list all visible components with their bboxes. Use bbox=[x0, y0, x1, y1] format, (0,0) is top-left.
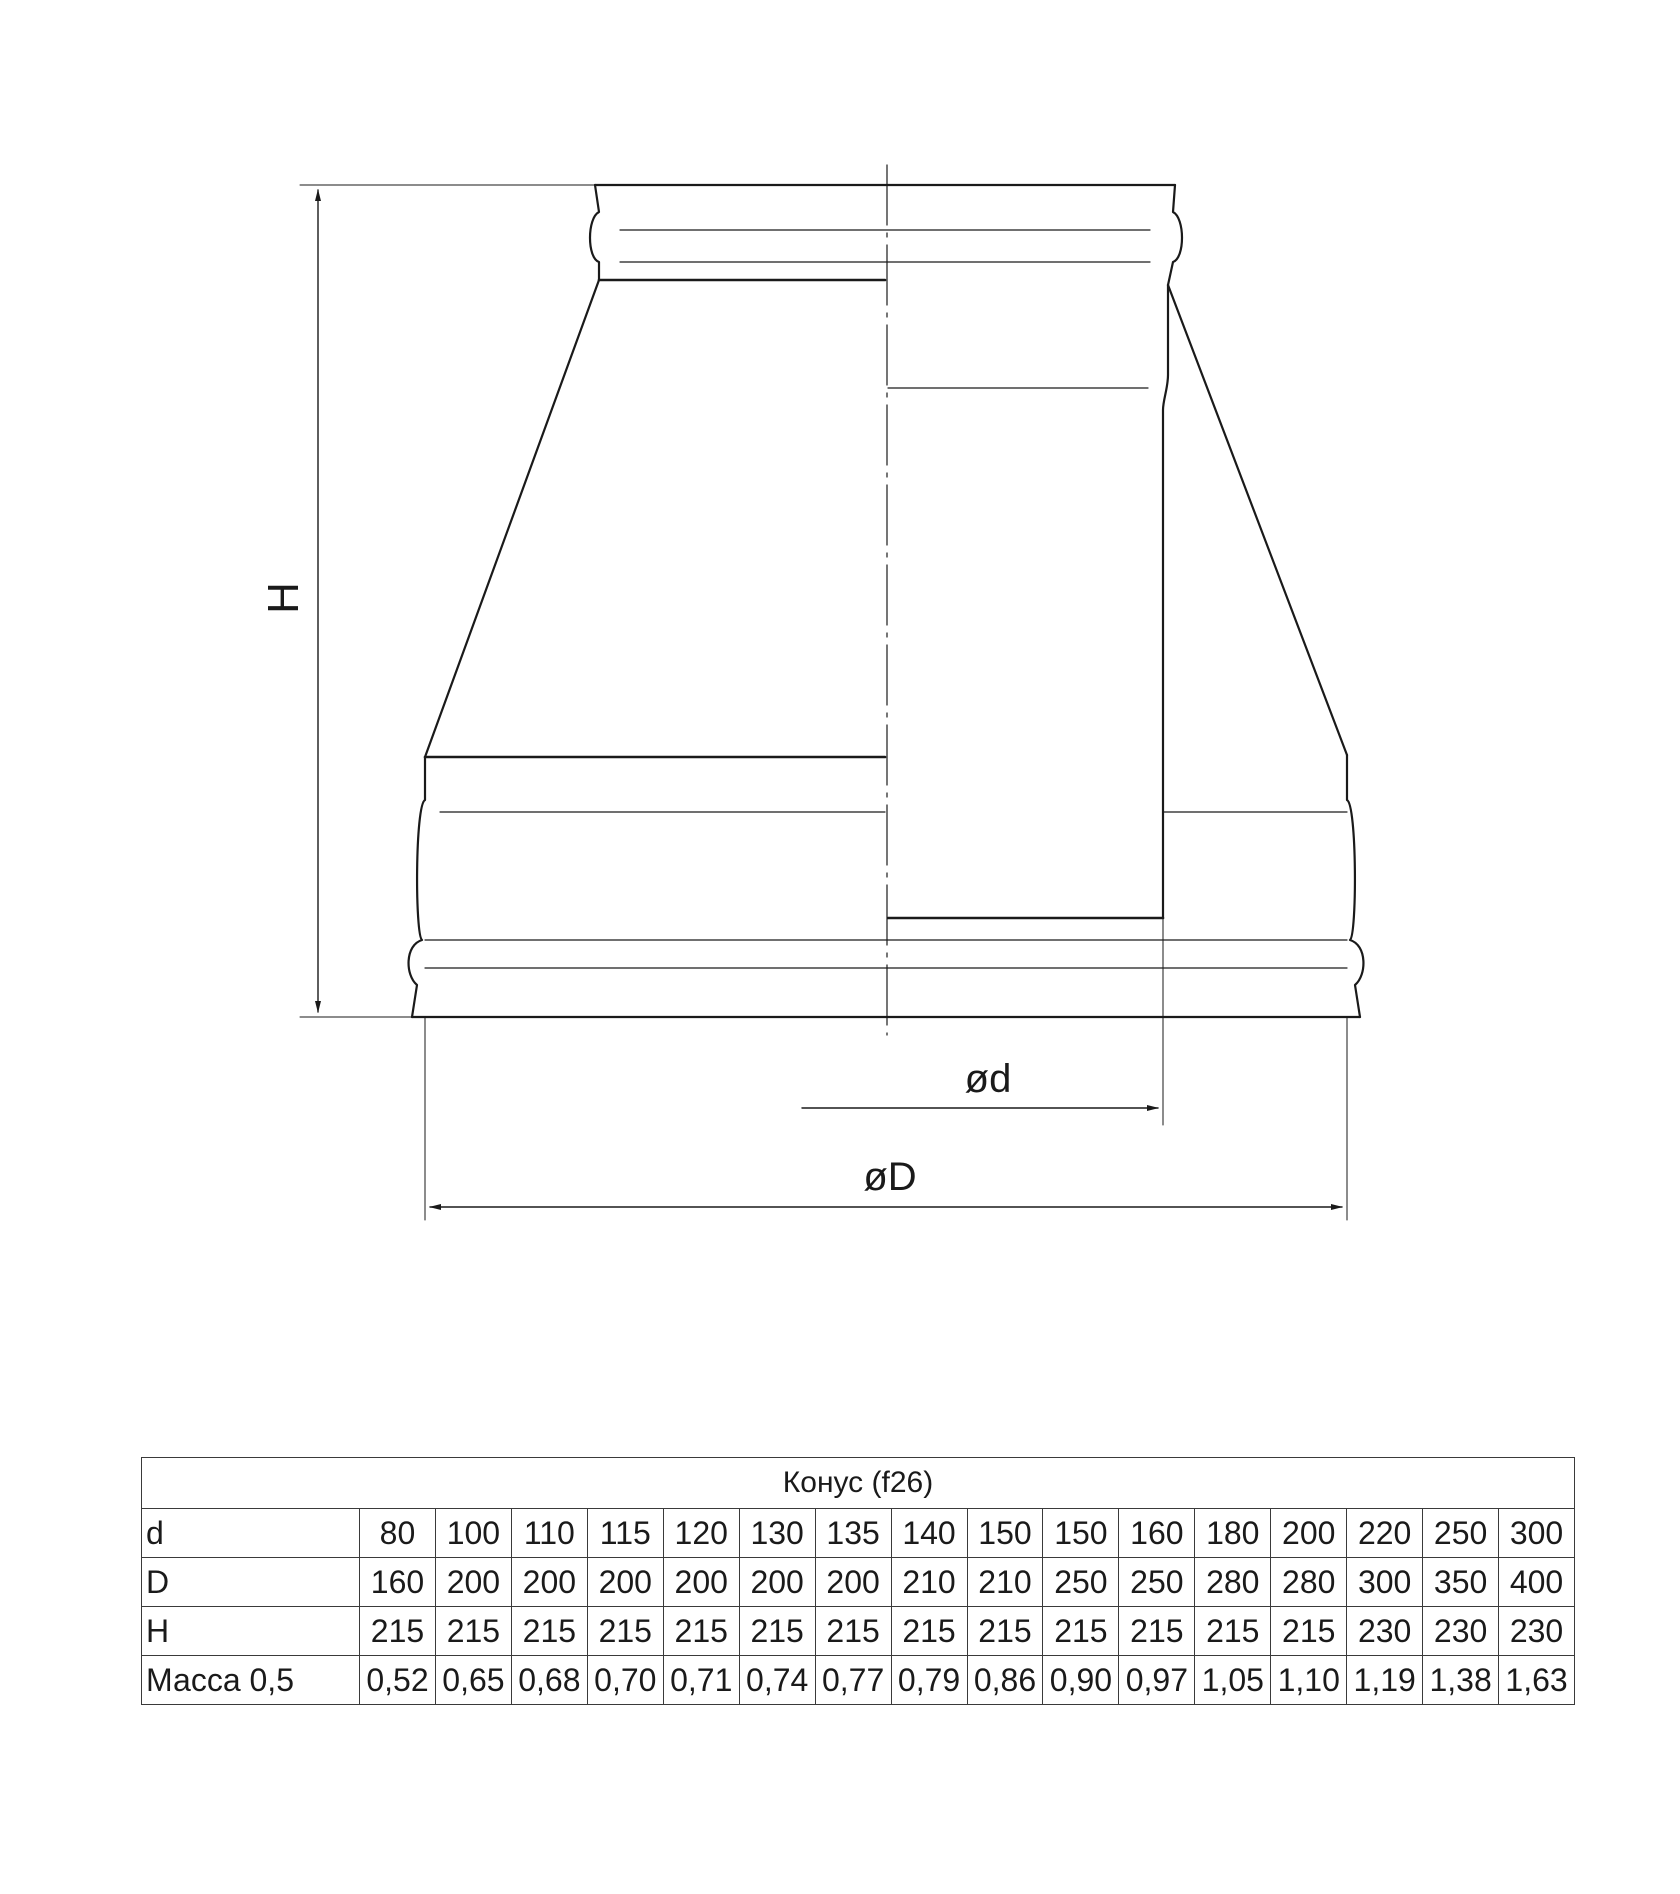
table-cell: 215 bbox=[1271, 1607, 1347, 1656]
table-cell: 115 bbox=[587, 1509, 663, 1558]
bottom-spigot-left-wall bbox=[409, 757, 425, 1017]
row-label: Масса 0,5 bbox=[142, 1656, 360, 1705]
table-cell: 200 bbox=[587, 1558, 663, 1607]
table-cell: 110 bbox=[511, 1509, 587, 1558]
table-cell: 1,38 bbox=[1423, 1656, 1499, 1705]
table-cell: 230 bbox=[1499, 1607, 1575, 1656]
outer-diameter-label: øD bbox=[863, 1155, 917, 1199]
table-cell: 200 bbox=[435, 1558, 511, 1607]
table-cell: 280 bbox=[1271, 1558, 1347, 1607]
table-row bbox=[142, 1558, 1575, 1607]
table-cell: 215 bbox=[511, 1607, 587, 1656]
table-cell: 215 bbox=[1043, 1607, 1119, 1656]
table-row bbox=[142, 1509, 1575, 1558]
table-cell: 0,71 bbox=[663, 1656, 739, 1705]
table-cell: 210 bbox=[891, 1558, 967, 1607]
table-cell: 250 bbox=[1423, 1509, 1499, 1558]
table-row bbox=[142, 1607, 1575, 1656]
table-cell: 0,74 bbox=[739, 1656, 815, 1705]
bottom-spigot-right-wall bbox=[1347, 755, 1363, 1017]
table-cell: 120 bbox=[663, 1509, 739, 1558]
dimensions-table bbox=[141, 1457, 1575, 1705]
table-cell: 220 bbox=[1347, 1509, 1423, 1558]
inner-pipe-wall bbox=[1163, 285, 1168, 918]
table-cell: 150 bbox=[967, 1509, 1043, 1558]
inner-diameter-label: ød bbox=[964, 1057, 1012, 1101]
table-cell: 160 bbox=[360, 1558, 436, 1607]
table-title-row bbox=[142, 1458, 1575, 1509]
table-row bbox=[142, 1656, 1575, 1705]
table-cell: 250 bbox=[1119, 1558, 1195, 1607]
table-cell: 200 bbox=[815, 1558, 891, 1607]
table-cell: 215 bbox=[739, 1607, 815, 1656]
table-cell: 215 bbox=[967, 1607, 1043, 1656]
table-cell: 200 bbox=[1271, 1509, 1347, 1558]
table-cell: 180 bbox=[1195, 1509, 1271, 1558]
height-label: H bbox=[259, 582, 308, 614]
cone-left-edge bbox=[425, 280, 599, 757]
table-cell: 230 bbox=[1347, 1607, 1423, 1656]
table-cell: 0,70 bbox=[587, 1656, 663, 1705]
table-cell: 300 bbox=[1347, 1558, 1423, 1607]
row-label: D bbox=[142, 1558, 360, 1607]
table-cell: 350 bbox=[1423, 1558, 1499, 1607]
table-cell: 0,79 bbox=[891, 1656, 967, 1705]
table-cell: 230 bbox=[1423, 1607, 1499, 1656]
table-cell: 135 bbox=[815, 1509, 891, 1558]
table-cell: 0,77 bbox=[815, 1656, 891, 1705]
table-cell: 1,19 bbox=[1347, 1656, 1423, 1705]
table-cell: 1,05 bbox=[1195, 1656, 1271, 1705]
table-cell: 215 bbox=[891, 1607, 967, 1656]
table-cell: 1,63 bbox=[1499, 1656, 1575, 1705]
table-cell: 280 bbox=[1195, 1558, 1271, 1607]
table-cell: 0,90 bbox=[1043, 1656, 1119, 1705]
top-spigot-left-wall bbox=[590, 185, 599, 280]
table-cell: 150 bbox=[1043, 1509, 1119, 1558]
table-cell: 0,97 bbox=[1119, 1656, 1195, 1705]
table-cell: 80 bbox=[360, 1509, 436, 1558]
table-cell: 215 bbox=[1119, 1607, 1195, 1656]
table-cell: 215 bbox=[587, 1607, 663, 1656]
table-cell: 130 bbox=[739, 1509, 815, 1558]
table-cell: 0,68 bbox=[511, 1656, 587, 1705]
table-cell: 215 bbox=[1195, 1607, 1271, 1656]
row-label: H bbox=[142, 1607, 360, 1656]
table-cell: 300 bbox=[1499, 1509, 1575, 1558]
table-cell: 200 bbox=[663, 1558, 739, 1607]
table-cell: 215 bbox=[360, 1607, 436, 1656]
top-spigot-right-wall bbox=[1168, 185, 1182, 285]
table-cell: 215 bbox=[435, 1607, 511, 1656]
table-cell: 200 bbox=[739, 1558, 815, 1607]
table-cell: 140 bbox=[891, 1509, 967, 1558]
table-cell: 100 bbox=[435, 1509, 511, 1558]
table-cell: 0,52 bbox=[360, 1656, 436, 1705]
table-body bbox=[142, 1509, 1575, 1705]
table-cell: 400 bbox=[1499, 1558, 1575, 1607]
table-cell: 1,10 bbox=[1271, 1656, 1347, 1705]
table-cell: 0,86 bbox=[967, 1656, 1043, 1705]
row-label: d bbox=[142, 1509, 360, 1558]
table-cell: 210 bbox=[967, 1558, 1043, 1607]
table-cell: 200 bbox=[511, 1558, 587, 1607]
table-cell: 215 bbox=[815, 1607, 891, 1656]
cone-right-edge bbox=[1168, 285, 1347, 755]
table-cell: 160 bbox=[1119, 1509, 1195, 1558]
table-cell: 250 bbox=[1043, 1558, 1119, 1607]
table-title: Конус (f26) bbox=[142, 1458, 1575, 1509]
table-cell: 0,65 bbox=[435, 1656, 511, 1705]
table-cell: 215 bbox=[663, 1607, 739, 1656]
